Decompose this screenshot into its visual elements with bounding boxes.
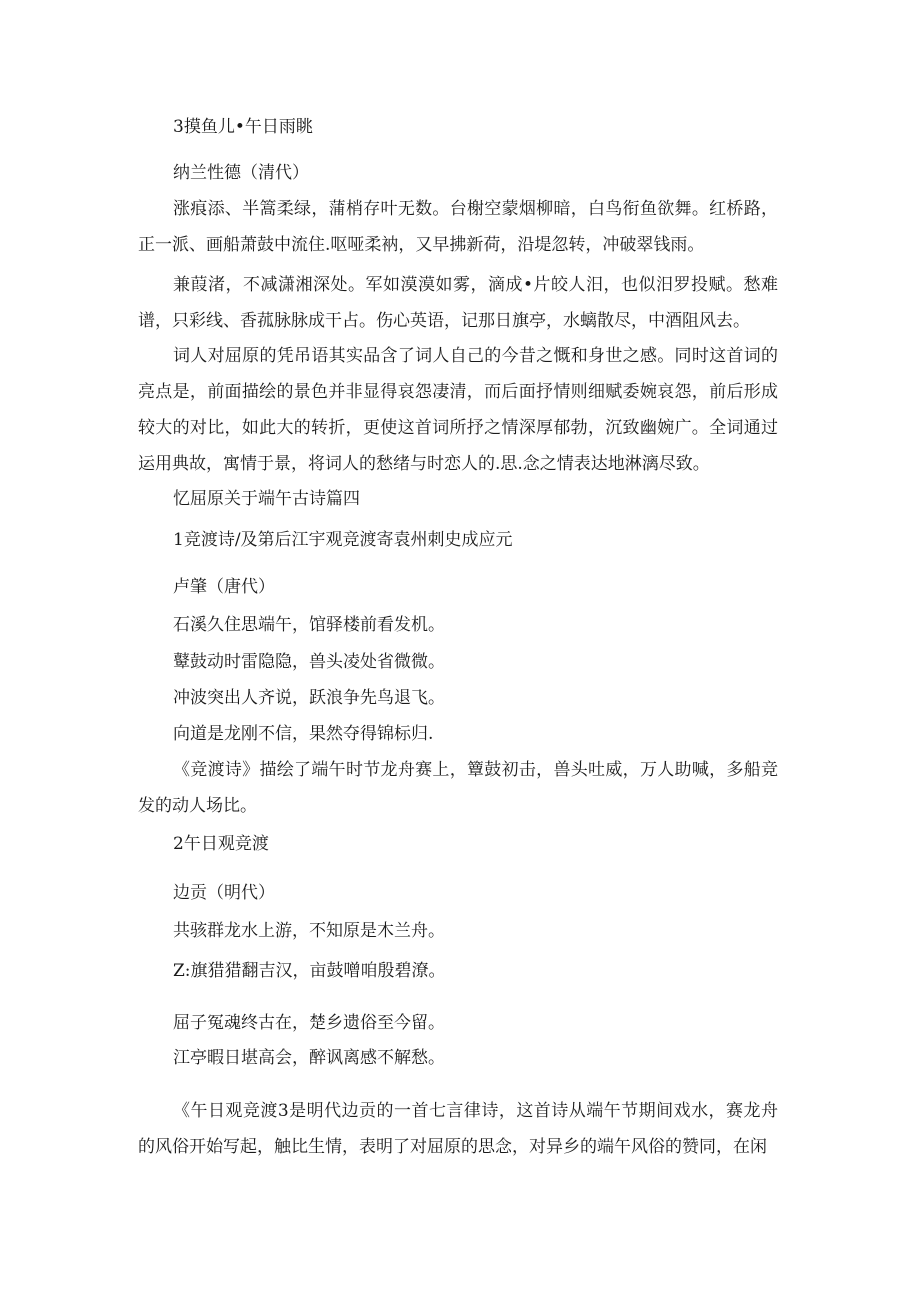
section3-paragraph-1: 涨痕添、半篙柔绿，蒲梢存叶无数。台榭空蒙烟柳暗，白鸟衔鱼欲舞。红桥路，正一派、画船萧鼓中流住.呕哑柔衲，又早拂新荷，沿堤忽转，冲破翠钱雨。 [138, 199, 778, 255]
poem1-line-2: 鼙鼓动时雷隐隐，兽头凌处省微微。 [173, 652, 445, 672]
poem1-line-4: 向道是龙刚不信，果然夺得锦标归. [173, 724, 434, 744]
poem1-commentary: 《竞渡诗》描绘了端午时节龙舟赛上，簟鼓初击，兽头吐威，万人助喊，多船竞发的动人场比。 [138, 760, 778, 816]
section-heading-4: 忆屈原关于端午古诗篇四 [173, 489, 360, 509]
poem2-author: 边贡（明代） [173, 883, 275, 903]
poem2-title: 2午日观竞渡 [173, 834, 269, 854]
poem2-line-2: Z:旗猎猎翻吉汉，亩鼓噌咱殷碧潦。 [173, 961, 446, 981]
poem2-line-4: 江亭暇日堪高会，醉讽离感不解愁。 [173, 1048, 445, 1068]
section3-author: 纳兰性德（清代） [173, 163, 309, 183]
poem2-commentary: 《午日观竞渡3是明代边贡的一首七言律诗，这首诗从端午节期间戏水，赛龙舟的风俗开始写起，触比生情，表明了对屈原的思念，对异乡的端午风俗的赞同，在闲 [138, 1101, 778, 1157]
section3-title: 3摸鱼儿•午日雨眺 [173, 117, 313, 137]
poem1-author: 卢肇（唐代） [173, 577, 275, 597]
section3-paragraph-3: 词人对屈原的凭吊语其实品含了词人自己的今昔之慨和身世之感。同时这首词的亮点是，前面描绘的景色并非显得哀怨凄清，而后面抒情则细赋委婉哀怨，前后形成较大的对比，如此大的转折，更使这首词所抒之情深厚郁勃，沉致幽婉广。全词通过运用典故，寓情于景，将词人的愁绪与时恋人的.思.念之情表达地淋漓尽致。 [138, 346, 778, 474]
poem1-line-1: 石溪久住思端午，馆驿楼前看发机。 [173, 615, 445, 635]
section3-paragraph-2: 兼葭渚，不减潇湘深处。军如漠漠如雾，滴成•片皎人汨，也似汨罗投赋。愁难谱，只彩线、香菰脉脉成干占。伤心英语，记那日旗亭，水螭散尽，中酒阻风去。 [138, 275, 778, 331]
poem1-title: 1竞渡诗/及第后江宇观竞渡寄袁州刺史成应元 [173, 530, 513, 550]
poem2-line-1: 共骇群龙水上游，不知原是木兰舟。 [173, 921, 445, 941]
poem1-line-3: 冲波突出人齐说，跃浪争先鸟退飞。 [173, 688, 445, 708]
poem2-line-3: 屈子冤魂终古在，楚乡遗俗至今留。 [173, 1013, 445, 1033]
